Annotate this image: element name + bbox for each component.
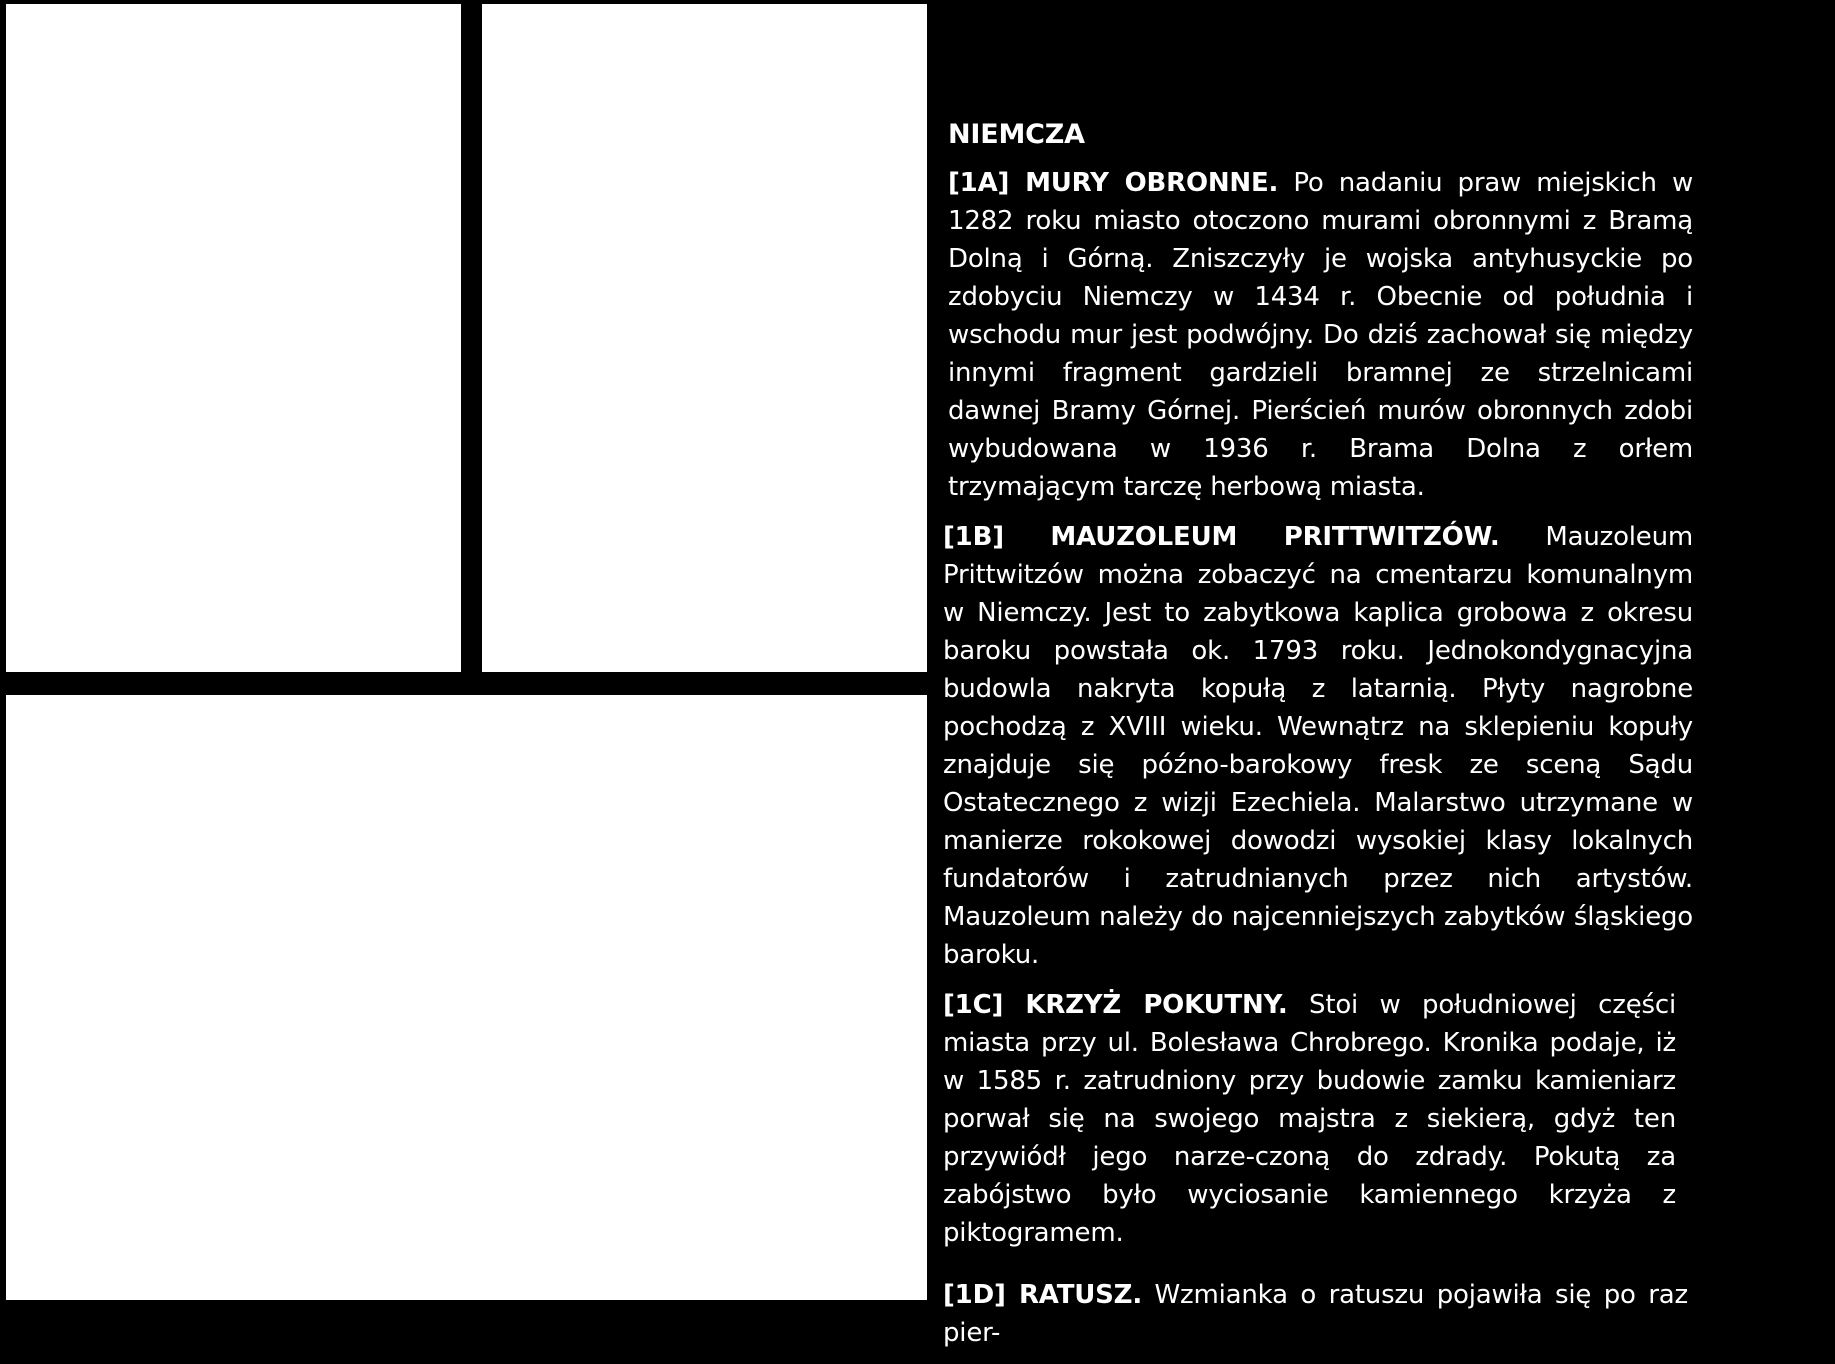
entry-mury-obronne (948, 164, 1693, 506)
photo-placeholder-top-left (6, 4, 461, 672)
entry-mauzoleum-prittwitzow (943, 518, 1693, 974)
entry-krzyz-pokutny (943, 986, 1676, 1252)
text-column (943, 116, 1693, 1364)
entry-body: Mauzoleum Prittwitzów można zobaczyć na cmentarzu komunalnym w Niemczy. Jest to zabytkowa kaplica grobowa z okresu baroku powstała ok. 1793 roku. Jednokondygnacyjna budowla nakryta kopułą z latarnią. Płyty nagrobne pochodzą z XVIII wieku. Wewnątrz na sklepieniu kopuły znajduje się późno-barokowy fresk ze sceną Sądu Ostatecznego z wizji Ezechiela. Malarstwo utrzymane w manierze rokokowej dowodzi wysokiej klasy lokalnych fundatorów i zatrudnianych przez nich artystów. Mauzoleum należy do najcenniejszych zabytków śląskiego baroku. (943, 522, 1693, 970)
photo-placeholder-bottom (6, 695, 927, 1300)
entry-body: Wzmianka o ratuszu pojawiła się po raz pier- (943, 1280, 1688, 1348)
entry-heading: [1C] KRZYŻ POKUTNY. (943, 990, 1288, 1020)
town-title: NIEMCZA (948, 119, 1085, 150)
entry-ratusz (943, 1276, 1688, 1352)
entry-heading: [1D] RATUSZ. (943, 1280, 1142, 1310)
entry-body: Stoi w południowej części miasta przy ul. Bolesława Chrobrego. Kronika podaje, iż w 1585 r. zatrudniony przy budowie zamku kamieniarz porwał się na swojego majstra z siekierą, gdyż ten przywiódł jego narze-czoną do zdrady. Pokutą za zabójstwo było wyciosanie kamiennego krzyża z piktogramem. (943, 990, 1676, 1248)
entry-body: Po nadaniu praw miejskich w 1282 roku miasto otoczono murami obronnymi z Bramą Dolną i Górną. Zniszczyły je wojska antyhusyckie po zdobyciu Niemczy w 1434 r. Obecnie od południa i wschodu mur jest podwójny. Do dziś zachował się między innymi fragment gardzieli bramnej ze strzelnicami dawnej Bramy Górnej. Pierścień murów obronnych zdobi wybudowana w 1936 r. Brama Dolna z orłem trzymającym tarczę herbową miasta. (948, 168, 1694, 502)
entry-heading: [1A] MURY OBRONNE. (948, 168, 1279, 198)
photo-placeholder-top-right (482, 4, 927, 672)
entry-heading: [1B] MAUZOLEUM PRITTWITZÓW. (943, 522, 1500, 552)
